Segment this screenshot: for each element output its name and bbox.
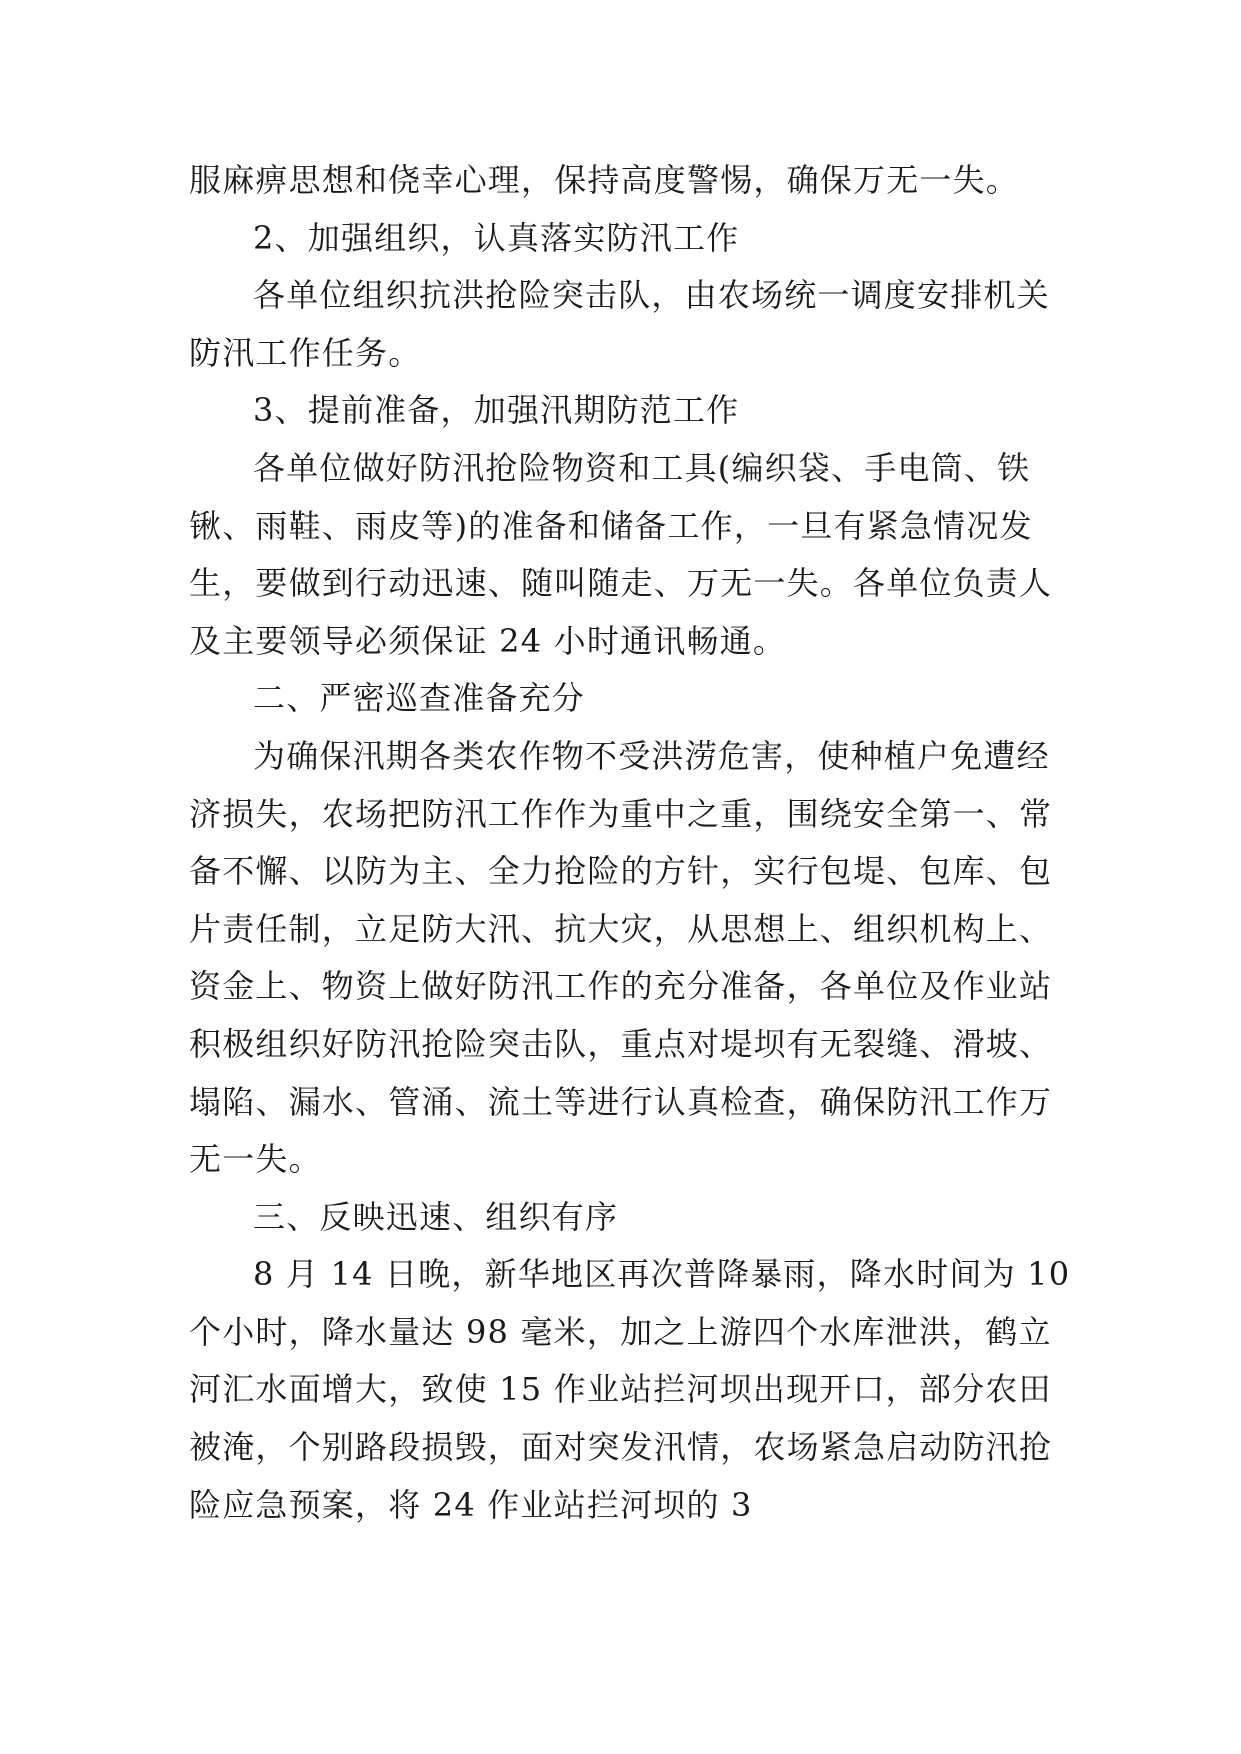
text-line: 积极组织好防汛抢险突击队，重点对堤坝有无裂缝、滑坡、 — [189, 1024, 1053, 1063]
body-text — [189, 152, 1071, 1534]
text-line: 服麻痹思想和侥幸心理，保持高度警惕，确保万无一失。 — [189, 161, 1020, 199]
text-line: 无一失。 — [189, 1140, 322, 1179]
section-heading: 二、严密巡查准备充分 — [253, 679, 586, 718]
text-line: 河汇水面增大，致使 15 作业站拦河坝出现开口，部分农田 — [189, 1370, 1052, 1409]
text-line: 各单位做好防汛抢险物资和工具(编织袋、手电筒、铁 — [253, 448, 1031, 487]
text-line: 片责任制，立足防大汛、抗大灾，从思想上、组织机构上、 — [189, 909, 1053, 948]
section-heading: 2、加强组织，认真落实防汛工作 — [253, 218, 740, 257]
text-line: 防汛工作任务。 — [189, 333, 422, 372]
text-line: 险应急预案，将 24 作业站拦河坝的 3 — [189, 1485, 753, 1524]
section-heading: 3、提前准备，加强汛期防范工作 — [253, 391, 740, 430]
text-line: 塌陷、漏水、管涌、流土等进行认真检查，确保防汛工作万 — [189, 1082, 1053, 1121]
text-line: 个小时，降水量达 98 毫米，加之上游四个水库泄洪，鹤立 — [189, 1312, 1052, 1351]
text-line: 济损失，农场把防汛工作作为重中之重，围绕安全第一、常 — [189, 794, 1053, 833]
text-line: 8 月 14 日晚，新华地区再次普降暴雨，降水时间为 10 — [253, 1255, 1071, 1294]
section-heading: 三、反映迅速、组织有序 — [253, 1197, 619, 1236]
text-line: 生，要做到行动迅速、随叫随走、万无一失。各单位负责人 — [189, 564, 1053, 603]
text-line: 为确保汛期各类农作物不受洪涝危害，使种植户免遭经 — [253, 736, 1050, 775]
text-line: 及主要领导必须保证 24 小时通讯畅通。 — [189, 621, 787, 660]
text-line: 各单位组织抗洪抢险突击队，由农场统一调度安排机关 — [253, 276, 1050, 315]
text-line: 备不懈、以防为主、全力抢险的方针，实行包堤、包库、包 — [189, 852, 1053, 891]
text-line: 锹、雨鞋、雨皮等)的准备和储备工作，一旦有紧急情况发 — [189, 506, 1033, 545]
text-line: 被淹，个别路段损毁，面对突发汛情，农场紧急启动防汛抢 — [189, 1428, 1053, 1467]
text-line: 资金上、物资上做好防汛工作的充分准备，各单位及作业站 — [189, 967, 1053, 1006]
